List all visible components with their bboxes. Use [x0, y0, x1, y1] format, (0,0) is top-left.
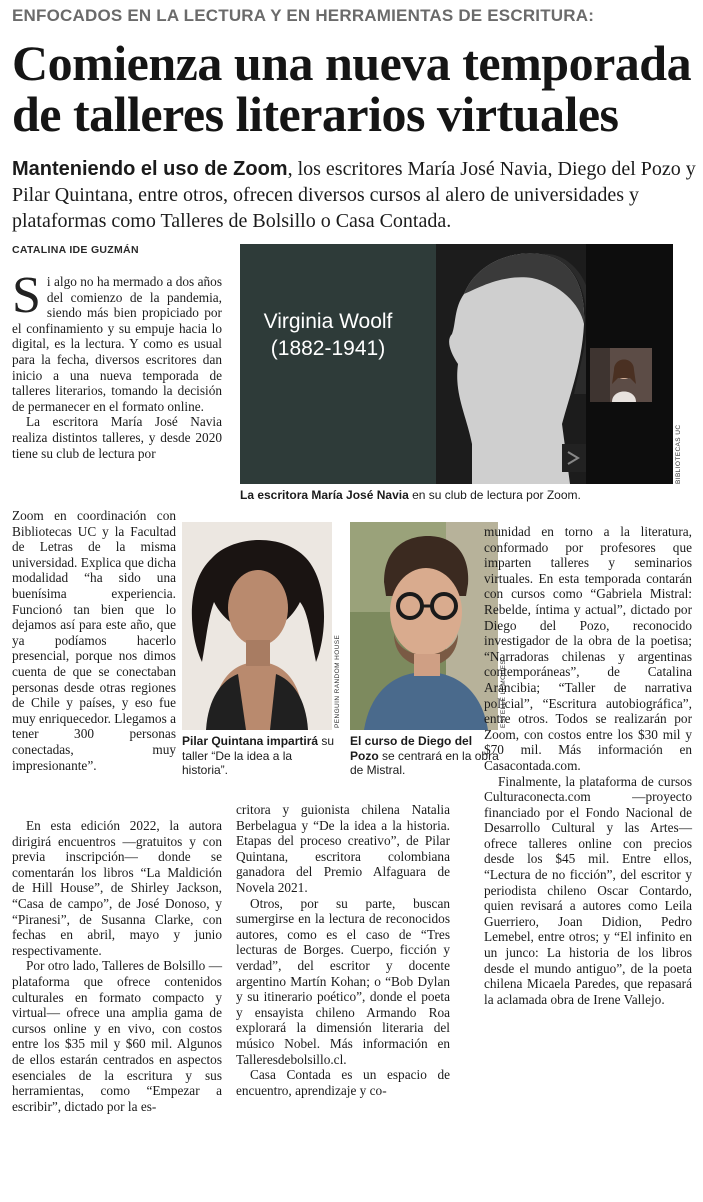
dropcap: S [12, 267, 41, 324]
paragraph-7: Casa Contada es un espacio de encuentro, aprendizaje y co- [236, 1067, 450, 1098]
paragraph-9: Finalmente, la plataforma de cursos Culturaconecta.com —proyecto financiado por el Fondo Nacional de Desarrollo Cultural y las Artes— ofrece talleres online con precios desde los $45 mil. Entre ellos, “Lectura de no ficción”, del escritor y periodista chileno Oscar Contardo, quien revisará a autores como Leila Guerriero, Joan Didion, Pedro Lemebel, entre otros; y “El infinito en un junco: La historia de los libros desde el mundo antiguo”, de la poeta chilena Micaela Paredes, que repasará la aclamada obra de Irene Vallejo. [484, 773, 692, 1007]
column-1-top [12, 267, 222, 461]
paragraph-3: En esta edición 2022, la autora dirigirá encuentros —gratuitos y con previa inscripción— donde se comentarán los libros “La Maldición de Hill House”, de Shirley Jackson, “Casa de campo”, de José Donoso, y “Piranesi”, de Susanna Clarke, con fechas en abril, mayo y junio respectivamente. [12, 818, 222, 958]
virginia-woolf-label [248, 308, 408, 362]
photo-credit-biblio: BIBLIOTECAS UC [675, 424, 682, 484]
byline: CATALINA IDE GUZMÁN [12, 244, 139, 256]
caption-pilar-bold: Pilar Quintana impartirá [182, 734, 319, 748]
column-1-bottom [12, 818, 222, 1114]
caption-diego [350, 734, 502, 778]
headline-line-1: Comienza una nueva temporada [12, 35, 692, 91]
kicker: ENFOCADOS EN LA LECTURA Y EN HERRAMIENTAS DE ESCRITURA: [12, 6, 595, 25]
photo-pilar-quintana [182, 522, 332, 730]
column-1-narrow [12, 508, 176, 773]
label-years: (1882-1941) [270, 337, 386, 360]
photo-zoom-session [240, 244, 673, 484]
photo-credit-estelle: ESTELLE LEMOUES [500, 659, 507, 728]
paragraph-6: Otros, por su parte, buscan sumergirse en la lectura de reconocidos autores, como es el caso de “Tres lecturas de Borges. Cuerpo, ficción y verdad”, del escritor y docente argentino Martín Kohan; o “Bob Dylan y su itinerario poético”, donde el poeta y ensayista chileno Armando Roa explorará la dimensión literaria del músico Nobel. Más información en Talleresdebolsillo.cl. [236, 895, 450, 1067]
paragraph-5: critora y guionista chilena Natalia Berbelagua y “De la idea a la historia. Etapas del proceso creativo”, de Pilar Quintana, escritora colombiana ganadora del Premio Alfaguara de Novela 2021. [236, 802, 450, 895]
caption-main [240, 488, 680, 502]
paragraph-8: munidad en torno a la literatura, conformado por profesores que imparten talleres y seminarios virtuales. En esta temporada contarán con cursos como “Gabriela Mistral: Rebelde, íntima y actual”, dictado por Diego del Pozo, reconocido investigador de la obra de la poetisa; “Narradoras chilenas y argentinas contemporáneas”, de Catalina Arancibia; “Taller de narrativa policial”, “Escritura autobiográfica”, entre otros. Todos se realizarán por Zoom, con costos entre los $30 mil y $70 mil. Más información en Casacontada.com. [484, 524, 692, 773]
photo-credit-penguin: PENGUIN RANDOM HOUSE [334, 634, 341, 728]
caption-diego-rest: se centrará en la obra de Mistral. [350, 748, 499, 777]
pilar-portrait [182, 522, 332, 730]
column-3 [484, 524, 692, 1007]
paragraph-4: Por otro lado, Talleres de Bolsillo —plataforma que ofrece contenidos culturales en formato compacto y virtual— ofrece una amplia gama de cursos online y en vivo, con costos entre los $35 mil y $60 mil. Algunos de ellos estarán centrados en aspectos esenciales de la escritura y sus herramientas, como “Empezar a escribir”, dictado por la es- [12, 958, 222, 1114]
caption-main-rest: en su club de lectura por Zoom. [408, 488, 581, 502]
label-name: Virginia Woolf [263, 310, 393, 333]
deck-lead: Manteniendo el uso de Zoom [12, 158, 288, 180]
headline [12, 35, 697, 142]
column-2 [236, 802, 450, 1098]
caption-pilar-rest: su taller “De la idea a la historia”. [182, 734, 335, 777]
diego-portrait [350, 522, 498, 730]
photo-diego-del-pozo [350, 522, 498, 730]
caption-diego-bold: El curso de Diego del Pozo [350, 734, 473, 763]
caption-pilar [182, 734, 336, 778]
deck [12, 156, 697, 234]
headline-line-2: de talleres literarios virtuales [12, 86, 619, 142]
paragraph-1 [12, 267, 222, 414]
webcam-thumbnail [590, 348, 652, 402]
deck-rest: , los escritores María José Navia, Diego del Pozo y Pilar Quintana, entre otros, ofrecen diversos cursos al alero de universidades y plataformas como Talleres de Bolsillo o Casa Contada. [12, 158, 696, 232]
paragraph-2b: Zoom en coordinación con Bibliotecas UC y la Facultad de Letras de la misma universidad. Explica que dicha modalidad “ha sido una buenísima experiencia. Funcionó tan bien que lo dejamos así para este año, que ya podíamos hacerlo presencial, porque nos dimos cuenta de que se conectaban personas desde otras regiones de Chile y países, y eso fue muy enriquecedor. Llegamos a tener 300 personas conectadas, muy impresionante”. [12, 508, 176, 773]
caption-main-bold: La escritora María José Navia [240, 488, 409, 502]
paragraph-2a: La escritora María José Navia realiza distintos talleres, y desde 2020 tiene su club de lectura por [12, 414, 222, 461]
paragraph-1-text: i algo no ha mermado a dos años del comienzo de la pandemia, siendo más bien propiciado por el confinamiento y su empuje hacia lo digital, es la lectura. Y como es usual para la fecha, diversos escritores dan inicio a una nueva temporada de talleres literarios, tomando la decisión de permanecer en el formato online. [12, 274, 222, 414]
